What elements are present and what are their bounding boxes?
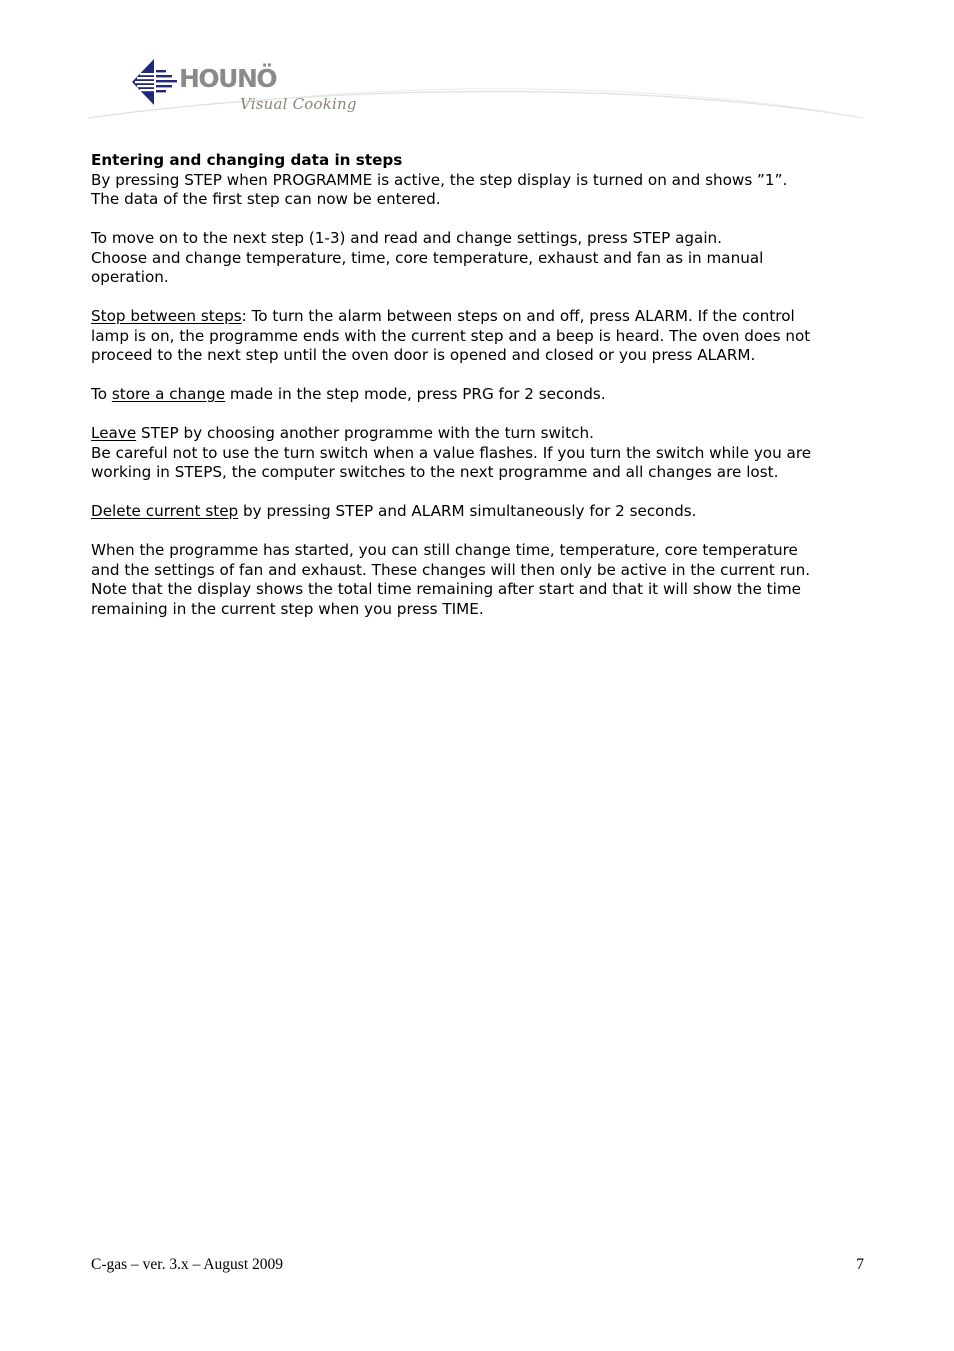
paragraph-store-change bbox=[91, 385, 871, 405]
paragraph-leave-step bbox=[91, 424, 871, 483]
brand-wordmark: HOUNÖ bbox=[179, 64, 277, 93]
text-line: Note that the display shows the total time remaining after start and that it will show the time bbox=[91, 580, 801, 598]
section-heading: Entering and changing data in steps bbox=[91, 151, 403, 169]
underlined-term-leave: Leave bbox=[91, 424, 137, 442]
text-line: operation. bbox=[91, 268, 169, 286]
hounoe-logo bbox=[128, 56, 368, 120]
paragraph-delete-step bbox=[91, 502, 871, 522]
text-line: The data of the first step can now be entered. bbox=[91, 190, 441, 208]
paragraph-next-step bbox=[91, 229, 871, 288]
text-line: Be careful not to use the turn switch when a value flashes. If you turn the switch while you are bbox=[91, 443, 812, 462]
text-line: working in STEPS, the computer switches to the next programme and all changes are lost. bbox=[91, 463, 779, 481]
text-line: proceed to the next step until the oven door is opened and closed or you press ALARM. bbox=[91, 346, 756, 364]
footer-version: C-gas – ver. 3.x – August 2009 bbox=[91, 1256, 284, 1273]
paragraph-step-display bbox=[91, 171, 871, 210]
text-line: : To turn the alarm between steps on and off, press ALARM. If the control bbox=[241, 307, 795, 325]
page-number: 7 bbox=[856, 1256, 864, 1273]
text-line: STEP by choosing another programme with the turn switch. bbox=[136, 424, 594, 442]
underlined-term-delete-current-step: Delete current step bbox=[91, 502, 239, 520]
paragraph-stop-between-steps bbox=[91, 307, 871, 366]
text-line: By pressing STEP when PROGRAMME is active, the step display is turned on and shows ”1”. bbox=[91, 170, 788, 189]
underlined-term-stop-between-steps: Stop between steps bbox=[91, 307, 242, 325]
text-line: Choose and change temperature, time, core temperature, exhaust and fan as in manual bbox=[91, 248, 764, 267]
hounoe-logo-mark-icon bbox=[128, 56, 180, 108]
text-line: and the settings of fan and exhaust. These changes will then only be active in the current run. bbox=[91, 560, 811, 579]
text-fragment: To bbox=[91, 385, 112, 403]
text-line: When the programme has started, you can still change time, temperature, core temperature bbox=[91, 541, 798, 559]
underlined-term-store-a-change: store a change bbox=[111, 385, 226, 403]
document-body bbox=[91, 151, 871, 639]
text-fragment: made in the step mode, press PRG for 2 seconds. bbox=[225, 385, 606, 403]
text-line: remaining in the current step when you press TIME. bbox=[91, 599, 484, 618]
paragraph-after-start bbox=[91, 541, 871, 619]
text-fragment: by pressing STEP and ALARM simultaneously for 2 seconds. bbox=[238, 502, 697, 520]
text-line: To move on to the next step (1-3) and read and change settings, press STEP again. bbox=[91, 229, 723, 247]
text-line: lamp is on, the programme ends with the current step and a beep is heard. The oven does not bbox=[91, 326, 811, 345]
brand-tagline: Visual Cooking bbox=[240, 95, 357, 113]
